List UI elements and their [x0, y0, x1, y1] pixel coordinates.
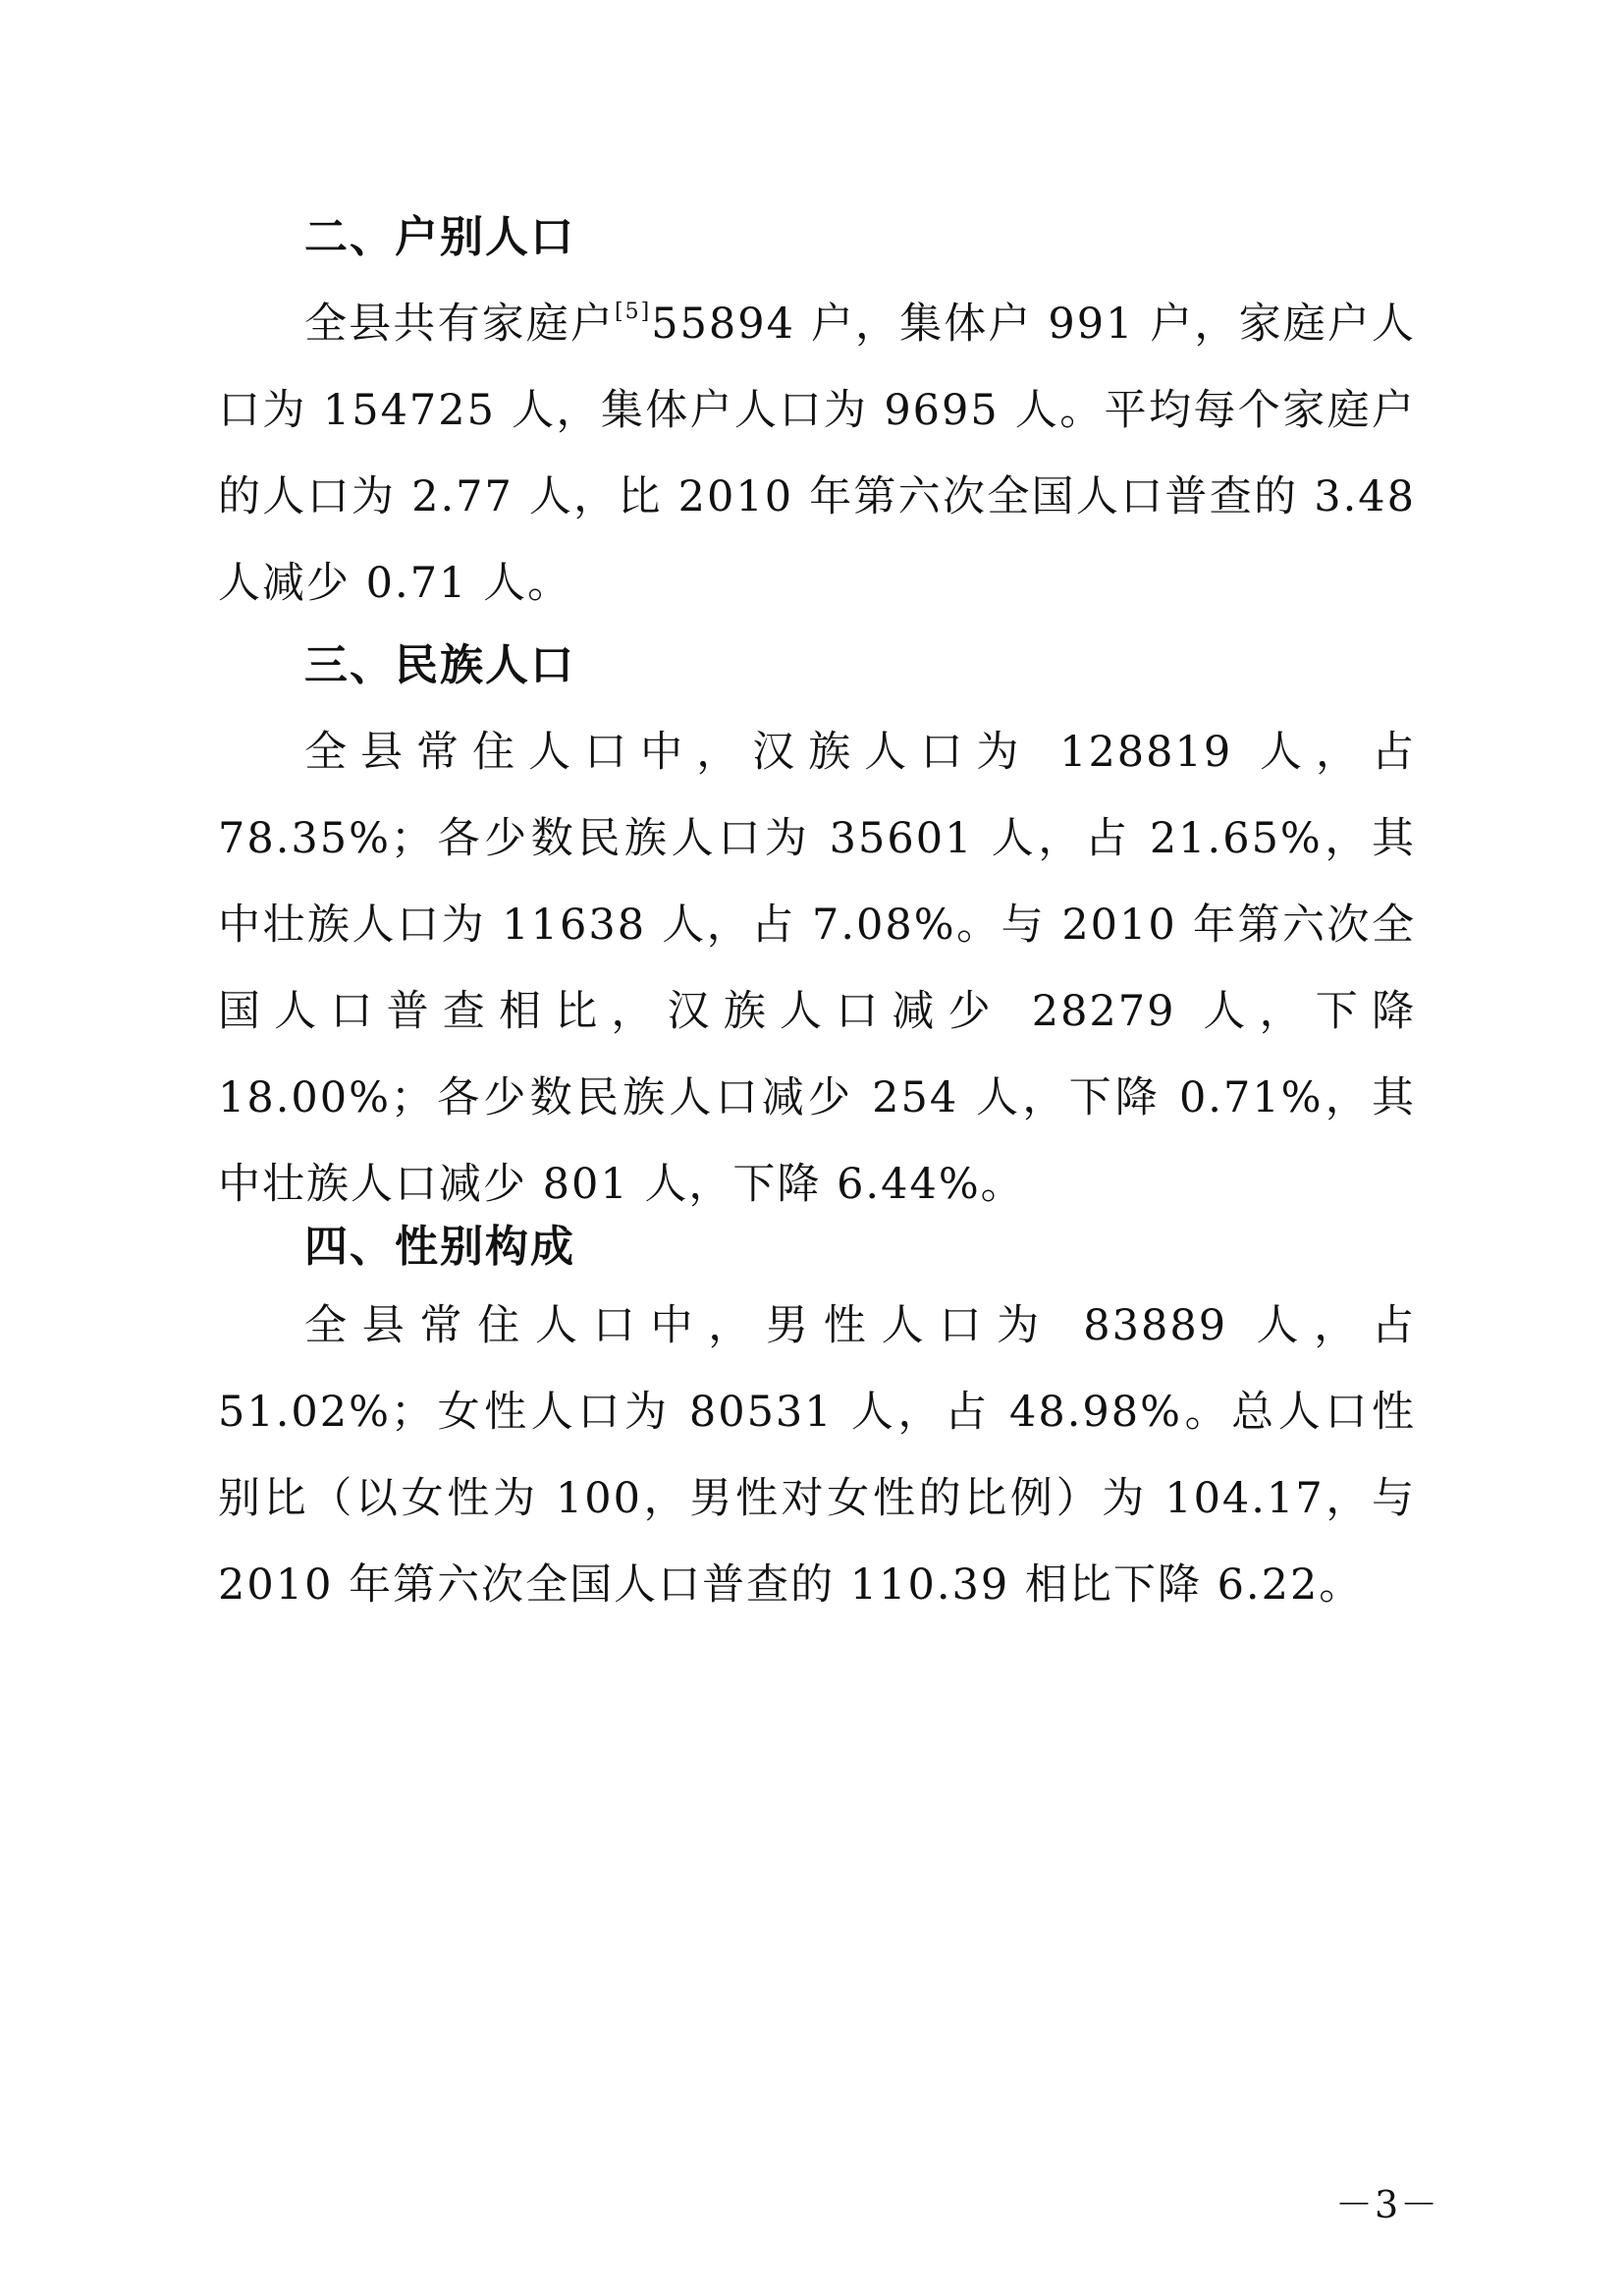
section-heading-ethnic: 三、民族人口 [304, 640, 575, 690]
section-body-gender: 全县常住人口中，男性人口为 83889 人，占 51.02%；女性人口为 80531 人，占 48.98%。总人口性别比（以女性为 100，男性对女性的比例）为 104.17，与 2010 年第六次全国人口普查的 110.39 相比下降 6.22。 [218, 1301, 1416, 1610]
section-body-ethnic: 全县常住人口中，汉族人口为 128819 人，占 78.35%；各少数民族人口为 35601 人，占 21.65%，其中壮族人口为 11638 人，占 7.08%。与 2010 年第六次全国人口普查相比，汉族人口减少 28279 人，下降 18.00%；各少数民族人口减少 254 人，下降 0.71%，其中壮族人口减少 801 人，下降 6.44%。 [218, 728, 1416, 1209]
section-body-household [218, 281, 1416, 627]
section-heading-household: 二、户别人口 [304, 212, 575, 262]
household-text-start: 全县共有家庭户 [304, 300, 616, 349]
footnote-reference: [5] [615, 300, 652, 325]
page-number: －3－ [1335, 2183, 1440, 2226]
household-text-rest: 55894 户，集体户 991 户，家庭户人口为 154725 人，集体户人口为 9695 人。平均每个家庭户的人口为 2.77 人，比 2010 年第六次全国人口普查的 3.48 人减少 0.71 人。 [218, 300, 1417, 608]
section-heading-gender: 四、性别构成 [304, 1222, 575, 1272]
